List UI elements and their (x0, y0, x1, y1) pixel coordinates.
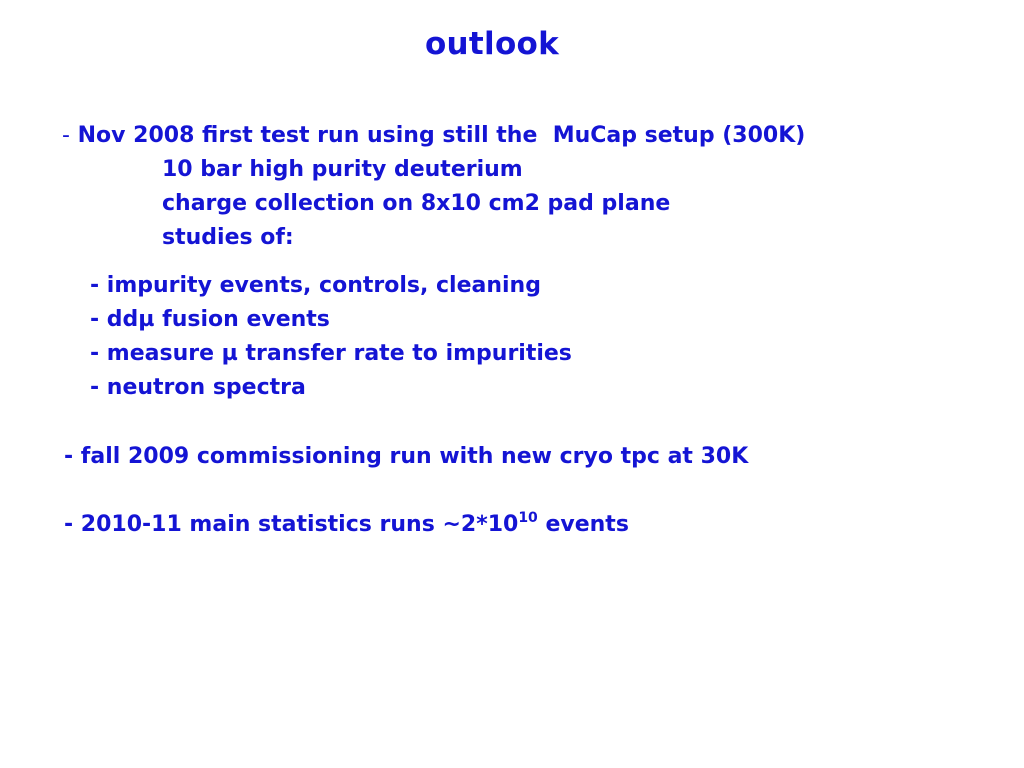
bullet-fall-2009: - fall 2009 commissioning run with new cryo tpc at 30K (64, 444, 749, 469)
bullet-2010-11-text: - 2010-11 main statistics runs ~2*10 (64, 512, 519, 537)
study-item: - measure µ transfer rate to impurities (90, 341, 572, 366)
detail-line: charge collection on 8x10 cm2 pad plane (162, 191, 671, 216)
study-item: - impurity events, controls, cleaning (90, 273, 541, 298)
bullet-dash: - (62, 123, 70, 148)
bullet-nov-2008 (62, 122, 805, 150)
bullet-heading: Nov 2008 first test run using still the MuCap setup (300K) (77, 123, 806, 148)
detail-line: 10 bar high purity deuterium (162, 157, 523, 182)
exponent: 10 (518, 510, 538, 526)
bullet-2010-11 (64, 511, 629, 539)
bullet-2010-11-suffix: events (537, 512, 629, 537)
study-item: - neutron spectra (90, 375, 306, 400)
study-item: - ddµ fusion events (90, 307, 330, 332)
slide-title: outlook (424, 26, 560, 62)
detail-line: studies of: (162, 225, 294, 250)
